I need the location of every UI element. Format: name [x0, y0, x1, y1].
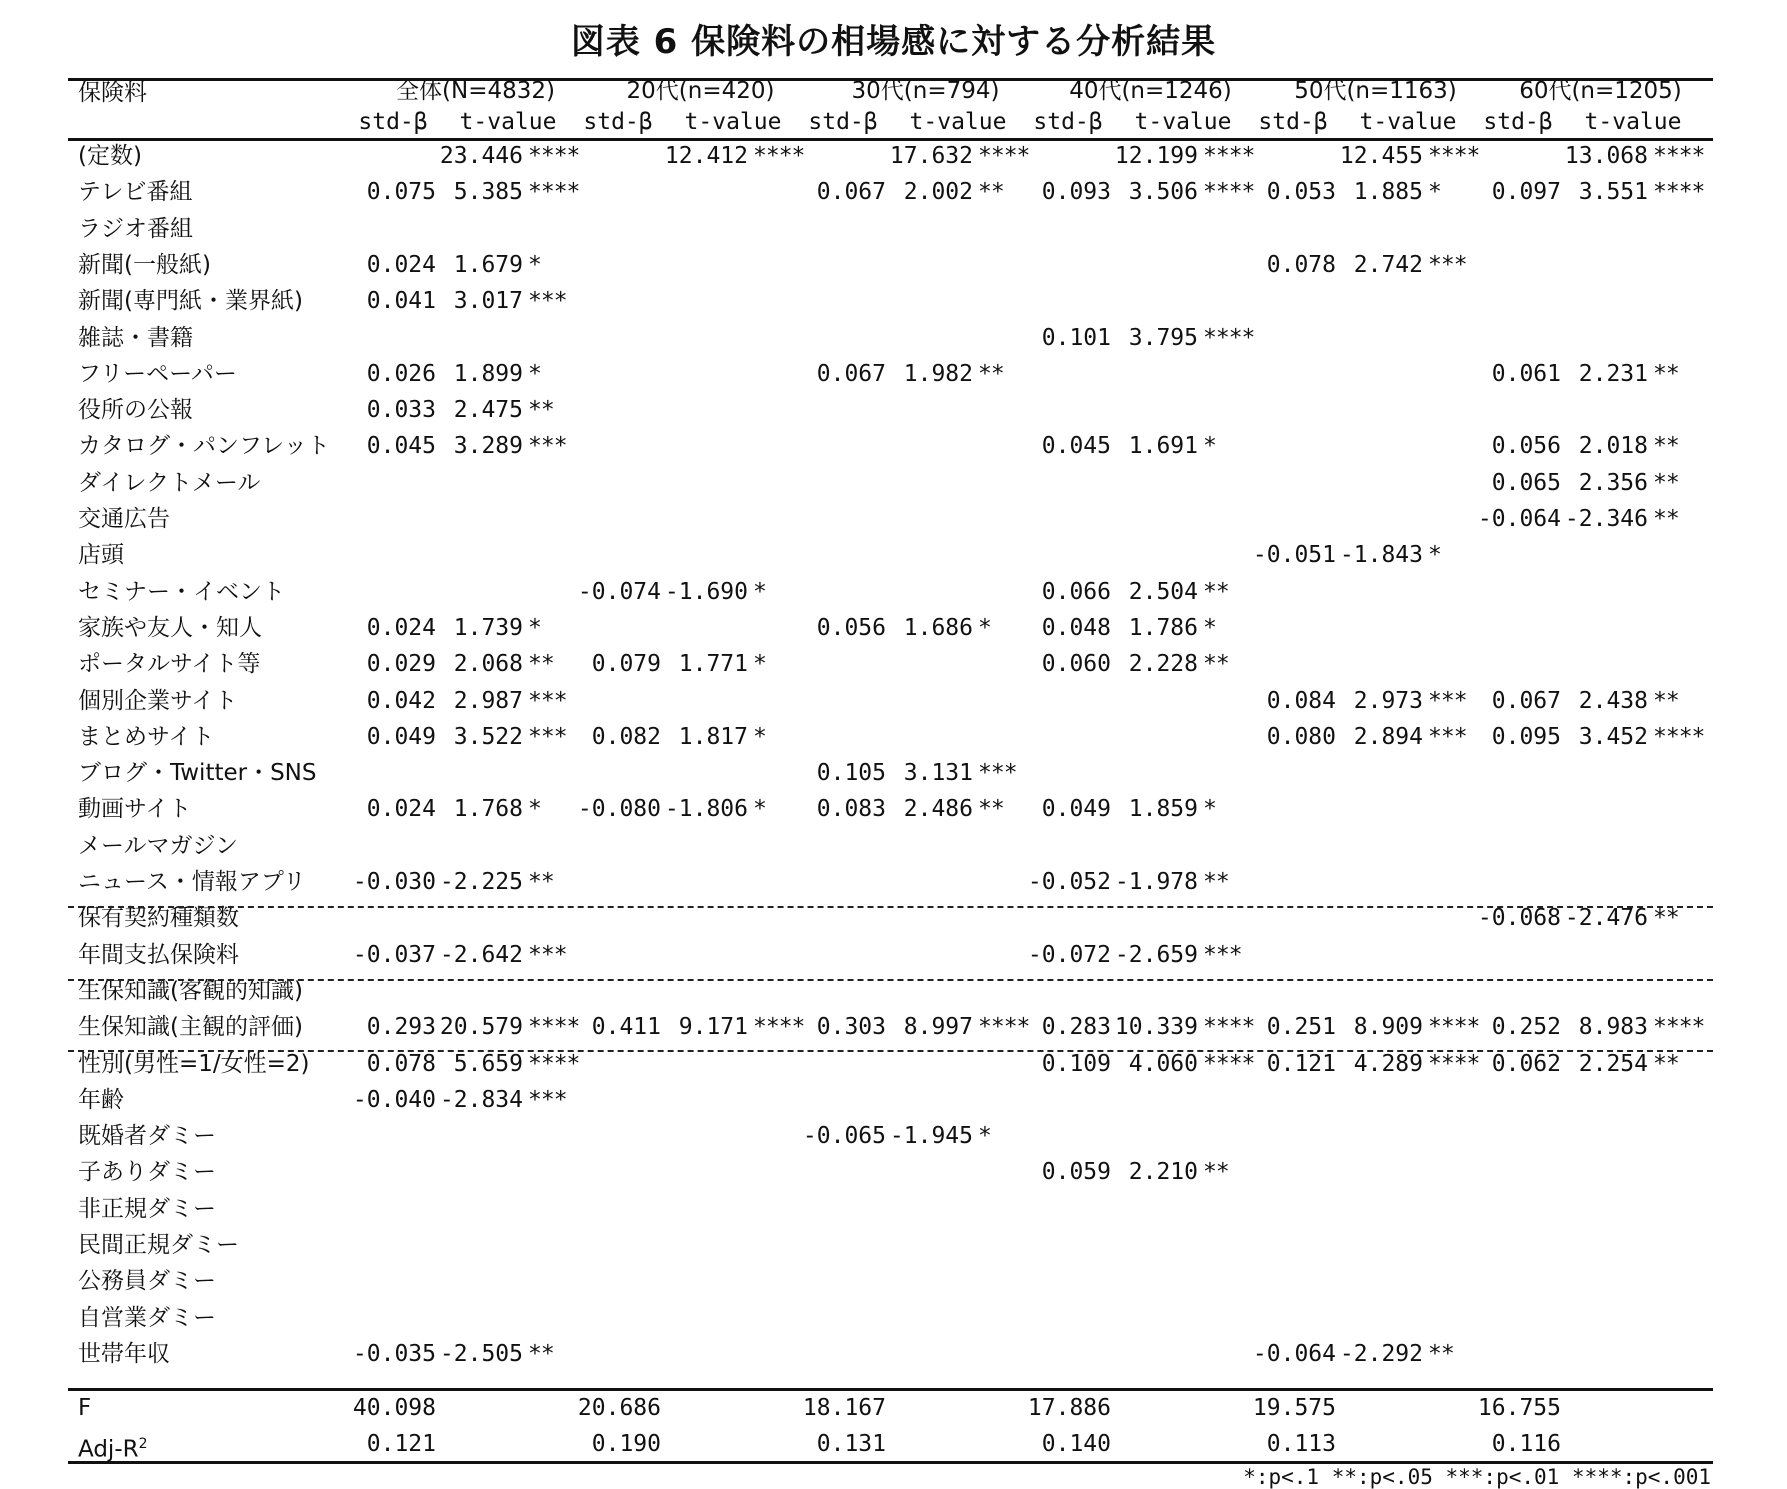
significance-stars: **** — [1653, 723, 1705, 750]
t-value-cell: 10.339 — [1114, 1014, 1198, 1041]
std-beta-cell: -0.035 — [352, 1340, 436, 1367]
t-value-cell: 2.068 — [453, 651, 523, 678]
std-beta-cell: 0.049 — [1041, 796, 1111, 823]
table-row — [0, 719, 1787, 755]
significance-stars: ** — [1203, 651, 1229, 678]
row-label: 公務員ダミー — [78, 1268, 216, 1295]
table-row — [0, 174, 1787, 210]
std-beta-cell: 0.082 — [591, 723, 661, 750]
t-value-cell: -2.225 — [439, 869, 523, 895]
group-header: 全体(N=4832) — [396, 78, 555, 104]
significance-stars: * — [528, 796, 541, 823]
beta-subheader: std-β — [358, 109, 428, 135]
std-beta-cell: 0.093 — [1041, 179, 1111, 206]
significance-stars: **** — [528, 1014, 580, 1041]
group-header: 40代(n=1246) — [1069, 78, 1232, 104]
row-header-label: 保険料 — [78, 80, 147, 106]
significance-stars: *** — [1428, 723, 1467, 750]
significance-stars: **** — [1653, 179, 1705, 206]
t-value-cell: 2.254 — [1578, 1050, 1648, 1077]
significance-stars: * — [528, 251, 541, 278]
significance-stars: *** — [528, 941, 567, 968]
t-value-cell: -2.834 — [439, 1086, 523, 1113]
std-beta-cell: 0.075 — [366, 179, 436, 206]
significance-stars: **** — [1428, 143, 1480, 169]
std-beta-cell: 0.045 — [366, 433, 436, 460]
t-value-cell: -1.978 — [1114, 869, 1198, 895]
table-row — [0, 1082, 1787, 1118]
table-title: 図表 6 保険料の相場感に対する分析結果 — [570, 22, 1217, 62]
std-beta-cell: 0.293 — [366, 1014, 436, 1041]
section-divider-2 — [68, 979, 1713, 981]
t-value-subheader: t-value — [684, 109, 782, 135]
row-label: 個別企業サイト — [78, 687, 238, 714]
std-beta-cell: 0.041 — [366, 288, 436, 315]
significance-stars: *** — [1203, 941, 1242, 968]
adj-r2-row — [0, 1426, 1787, 1462]
std-beta-cell: 0.067 — [1491, 687, 1561, 714]
std-beta-cell: -0.074 — [577, 578, 661, 605]
bottom-rule — [68, 1461, 1713, 1464]
t-value-cell: 3.131 — [903, 760, 973, 787]
t-value-cell: -2.346 — [1564, 506, 1648, 532]
significance-stars: ** — [1203, 578, 1229, 605]
adj-r2-value: 0.116 — [1491, 1431, 1561, 1457]
t-value-cell: -1.690 — [664, 578, 748, 605]
significance-stars: **** — [528, 143, 580, 169]
significance-stars: *** — [528, 1086, 567, 1113]
group-header: 20代(n=420) — [626, 78, 775, 104]
std-beta-cell: 0.065 — [1491, 469, 1561, 496]
significance-stars: * — [1203, 796, 1216, 823]
t-value-cell: 1.771 — [678, 651, 748, 678]
t-value-cell: 1.859 — [1128, 796, 1198, 823]
std-beta-cell: 0.061 — [1491, 360, 1561, 387]
significance-stars: *** — [528, 433, 567, 460]
table-row — [0, 1300, 1787, 1336]
table-row — [0, 320, 1787, 356]
std-beta-cell: 0.024 — [366, 796, 436, 823]
beta-subheader: std-β — [583, 109, 653, 135]
row-label: テレビ番組 — [78, 179, 193, 206]
std-beta-cell: -0.051 — [1252, 542, 1336, 569]
row-label: 動画サイト — [78, 796, 192, 823]
row-label: 民間正規ダミー — [78, 1232, 239, 1258]
significance-stars: ** — [978, 796, 1004, 823]
t-value-cell: 1.739 — [453, 614, 523, 641]
section-divider-3 — [68, 1050, 1713, 1052]
std-beta-cell: 0.033 — [366, 397, 436, 424]
table-row — [0, 1191, 1787, 1227]
table-row — [0, 610, 1787, 646]
significance-stars: *** — [528, 723, 567, 750]
t-value-cell: 2.504 — [1128, 578, 1198, 605]
t-value-cell: 3.551 — [1578, 179, 1648, 206]
t-value-cell: 17.632 — [889, 143, 973, 169]
f-label: F — [78, 1395, 92, 1421]
significance-stars: * — [753, 796, 766, 823]
significance-stars: ** — [1653, 506, 1679, 532]
significance-stars: * — [1203, 433, 1216, 460]
adj-r2-value: 0.121 — [366, 1431, 436, 1457]
std-beta-cell: 0.095 — [1491, 723, 1561, 750]
std-beta-cell: 0.026 — [366, 360, 436, 387]
group-header: 60代(n=1205) — [1519, 78, 1682, 104]
significance-stars: ** — [528, 869, 554, 895]
t-value-cell: 3.522 — [453, 723, 523, 750]
std-beta-cell: 0.083 — [816, 796, 886, 823]
row-label: 世帯年収 — [78, 1340, 170, 1367]
significance-stars: ** — [1653, 360, 1679, 387]
significance-stars: **** — [528, 1050, 580, 1077]
t-value-cell: 2.002 — [903, 179, 973, 206]
std-beta-cell: 0.080 — [1266, 723, 1336, 750]
significance-stars: ** — [1203, 1159, 1229, 1186]
beta-subheader: std-β — [1483, 109, 1553, 135]
t-value-cell: 4.060 — [1128, 1050, 1198, 1077]
significance-stars: **** — [1203, 324, 1255, 351]
std-beta-cell: 0.066 — [1041, 578, 1111, 605]
significance-stars: ** — [528, 651, 554, 678]
t-value-cell: -2.659 — [1114, 941, 1198, 968]
std-beta-cell: 0.084 — [1266, 687, 1336, 714]
t-value-cell: 12.199 — [1114, 143, 1198, 169]
significance-stars: * — [1428, 179, 1441, 206]
std-beta-cell: 0.303 — [816, 1014, 886, 1041]
significance-stars: * — [753, 578, 766, 605]
group-header: 30代(n=794) — [851, 78, 1000, 104]
significance-stars: * — [1428, 542, 1441, 569]
t-value-cell: 2.486 — [903, 796, 973, 823]
significance-stars: **** — [1203, 143, 1255, 169]
std-beta-cell: -0.030 — [352, 869, 436, 895]
adj-r2-superscript: 2 — [138, 1436, 148, 1452]
significance-stars: ** — [528, 1340, 554, 1367]
std-beta-cell: 0.078 — [1266, 251, 1336, 278]
significance-stars: ** — [1653, 905, 1679, 932]
row-label: 役所の公報 — [78, 397, 193, 424]
significance-stars: * — [528, 614, 541, 641]
std-beta-cell: 0.079 — [591, 651, 661, 678]
t-value-cell: 2.356 — [1578, 469, 1648, 496]
std-beta-cell: 0.024 — [366, 614, 436, 641]
t-value-cell: 2.018 — [1578, 433, 1648, 460]
significance-stars: * — [753, 651, 766, 678]
std-beta-cell: -0.052 — [1027, 869, 1111, 895]
row-label: 自営業ダミー — [78, 1304, 216, 1331]
t-value-cell: 2.475 — [453, 397, 523, 424]
std-beta-cell: 0.045 — [1041, 433, 1111, 460]
std-beta-cell: 0.062 — [1491, 1050, 1561, 1077]
row-label: 性別(男性=1/女性=2) — [78, 1050, 310, 1077]
row-label: 保有契約種類数 — [78, 905, 239, 932]
table-row — [0, 1227, 1787, 1263]
t-value-cell: 1.786 — [1128, 614, 1198, 641]
beta-subheader: std-β — [1258, 109, 1328, 135]
significance-stars: **** — [528, 179, 580, 206]
std-beta-cell: 0.059 — [1041, 1159, 1111, 1186]
t-value-cell: -1.806 — [664, 796, 748, 823]
significance-stars: *** — [1428, 687, 1467, 714]
std-beta-cell: 0.056 — [1491, 433, 1561, 460]
t-value-cell: 1.817 — [678, 723, 748, 750]
significance-stars: ** — [1653, 1050, 1679, 1077]
significance-stars: *** — [528, 288, 567, 315]
std-beta-cell: 0.078 — [366, 1050, 436, 1077]
std-beta-cell: -0.064 — [1252, 1340, 1336, 1367]
std-beta-cell: 0.024 — [366, 251, 436, 278]
t-value-cell: 1.691 — [1128, 433, 1198, 460]
row-label: カタログ・パンフレット — [78, 433, 330, 460]
t-value-cell: 2.894 — [1353, 723, 1423, 750]
significance-stars: ** — [1653, 687, 1679, 714]
table-row — [0, 791, 1787, 827]
f-value: 20.686 — [577, 1395, 661, 1421]
t-value-cell: 3.289 — [453, 433, 523, 460]
table-row — [0, 1009, 1787, 1045]
t-value-cell: 3.017 — [453, 288, 523, 315]
table-row — [0, 537, 1787, 573]
significance-stars: **** — [1653, 143, 1705, 169]
t-value-cell: 23.446 — [439, 143, 523, 169]
significance-stars: *** — [978, 760, 1017, 787]
t-value-cell: 2.438 — [1578, 687, 1648, 714]
t-value-cell: 2.973 — [1353, 687, 1423, 714]
std-beta-cell: -0.040 — [352, 1086, 436, 1113]
t-value-cell: 2.742 — [1353, 251, 1423, 278]
std-beta-cell: 0.101 — [1041, 324, 1111, 351]
std-beta-cell: 0.067 — [816, 179, 886, 206]
std-beta-cell: 0.105 — [816, 760, 886, 787]
significance-stars: **** — [1653, 1014, 1705, 1041]
table-row — [0, 1118, 1787, 1154]
table-row — [0, 1263, 1787, 1299]
std-beta-cell: 0.283 — [1041, 1014, 1111, 1041]
row-label: 交通広告 — [78, 506, 170, 532]
t-value-cell: 2.987 — [453, 687, 523, 714]
t-value-cell: -2.292 — [1339, 1340, 1423, 1367]
significance-stars: ** — [978, 360, 1004, 387]
std-beta-cell: 0.097 — [1491, 179, 1561, 206]
f-value: 40.098 — [352, 1395, 436, 1421]
significance-stars: *** — [528, 687, 567, 714]
table-row — [0, 864, 1787, 900]
t-value-cell: 9.171 — [678, 1014, 748, 1041]
std-beta-cell: 0.067 — [816, 360, 886, 387]
significance-stars: **** — [753, 143, 805, 169]
t-value-cell: -2.476 — [1564, 905, 1648, 932]
table-row — [0, 828, 1787, 864]
significance-stars: **** — [753, 1014, 805, 1041]
row-label: ラジオ番組 — [78, 215, 193, 242]
row-label: ダイレクトメール — [78, 469, 261, 496]
row-label: ブログ・Twitter・SNS — [78, 760, 317, 787]
std-beta-cell: 0.048 — [1041, 614, 1111, 641]
significance-stars: * — [978, 1123, 991, 1150]
std-beta-cell: 0.042 — [366, 687, 436, 714]
significance-stars: **** — [1203, 1014, 1255, 1041]
std-beta-cell: 0.056 — [816, 614, 886, 641]
t-value-cell: 1.899 — [453, 360, 523, 387]
std-beta-cell: 0.029 — [366, 651, 436, 678]
adj-r2-value: 0.113 — [1266, 1431, 1336, 1457]
row-label: 年齢 — [78, 1086, 124, 1113]
t-value-cell: 5.659 — [453, 1050, 523, 1077]
table-row — [0, 1336, 1787, 1372]
significance-stars: ** — [528, 397, 554, 424]
significance-stars: **** — [1203, 1050, 1255, 1077]
row-label: 雑誌・書籍 — [78, 324, 193, 351]
f-value: 18.167 — [802, 1395, 886, 1421]
std-beta-cell: 0.251 — [1266, 1014, 1336, 1041]
significance-stars: * — [528, 360, 541, 387]
std-beta-cell: -0.080 — [577, 796, 661, 823]
row-label: メールマガジン — [78, 832, 238, 859]
std-beta-cell: 0.252 — [1491, 1014, 1561, 1041]
t-value-subheader: t-value — [1134, 109, 1232, 135]
t-value-cell: 2.231 — [1578, 360, 1648, 387]
row-label: 生保知識(客観的知識) — [78, 977, 303, 1004]
significance-stars: ** — [1203, 869, 1229, 895]
significance-stars: **** — [1428, 1050, 1480, 1077]
f-stat-row — [0, 1390, 1787, 1426]
t-value-cell: 1.982 — [903, 360, 973, 387]
table-row — [0, 465, 1787, 501]
table-row — [0, 428, 1787, 464]
table-row — [0, 755, 1787, 791]
table-row — [0, 646, 1787, 682]
t-value-cell: 12.455 — [1339, 143, 1423, 169]
std-beta-cell: 0.053 — [1266, 179, 1336, 206]
group-header: 50代(n=1163) — [1294, 78, 1457, 104]
t-value-cell: 3.795 — [1128, 324, 1198, 351]
f-value: 19.575 — [1252, 1395, 1336, 1421]
row-label: ポータルサイト等 — [78, 651, 261, 678]
t-value-cell: 8.909 — [1353, 1014, 1423, 1041]
t-value-cell: -2.642 — [439, 941, 523, 968]
std-beta-cell: 0.060 — [1041, 651, 1111, 678]
table-row — [0, 392, 1787, 428]
std-beta-cell: -0.064 — [1477, 506, 1561, 532]
adj-r2-label — [78, 1426, 148, 1462]
significance-stars: ** — [1428, 1340, 1454, 1367]
table-row — [0, 937, 1787, 973]
t-value-cell: 8.997 — [903, 1014, 973, 1041]
adj-r2-value: 0.140 — [1041, 1431, 1111, 1457]
t-value-cell: -1.945 — [889, 1123, 973, 1150]
table-row — [0, 283, 1787, 319]
beta-subheader: std-β — [808, 109, 878, 135]
t-value-cell: -1.843 — [1339, 542, 1423, 569]
f-value: 17.886 — [1027, 1395, 1111, 1421]
std-beta-cell: -0.068 — [1477, 905, 1561, 932]
t-value-cell: 1.679 — [453, 251, 523, 278]
significance-stars: **** — [978, 1014, 1030, 1041]
significance-stars: * — [978, 614, 991, 641]
row-label: 生保知識(主観的評価) — [78, 1014, 303, 1041]
std-beta-cell: -0.037 — [352, 941, 436, 968]
row-label: (定数) — [78, 143, 142, 169]
std-beta-cell: 0.411 — [591, 1014, 661, 1041]
std-beta-cell: -0.065 — [802, 1123, 886, 1150]
t-value-cell: 12.412 — [664, 143, 748, 169]
section-divider-1 — [68, 906, 1713, 908]
t-value-cell: 5.385 — [453, 179, 523, 206]
row-label: 家族や友人・知人 — [78, 614, 262, 641]
row-label: 新聞(専門紙・業界紙) — [78, 288, 303, 315]
significance-stars: * — [753, 723, 766, 750]
t-value-cell: 8.983 — [1578, 1014, 1648, 1041]
std-beta-cell: 0.121 — [1266, 1050, 1336, 1077]
t-value-cell: 3.452 — [1578, 723, 1648, 750]
row-label: フリーペーパー — [78, 360, 237, 387]
significance-stars: **** — [978, 143, 1030, 169]
adj-r2-value: 0.131 — [816, 1431, 886, 1457]
significance-stars: ** — [1653, 433, 1679, 460]
t-value-subheader: t-value — [459, 109, 557, 135]
t-value-cell: 1.686 — [903, 614, 973, 641]
row-label: 店頭 — [78, 542, 124, 569]
significance-stars: **** — [1428, 1014, 1480, 1041]
t-value-cell: 13.068 — [1564, 143, 1648, 169]
f-value: 16.755 — [1477, 1395, 1561, 1421]
significance-stars: **** — [1203, 179, 1255, 206]
table-row — [0, 574, 1787, 610]
row-label: ニュース・情報アプリ — [78, 869, 306, 895]
table-row — [0, 683, 1787, 719]
significance-footnote: *:p<.1 **:p<.05 ***:p<.01 ****:p<.001 — [1243, 1465, 1711, 1489]
row-label: 非正規ダミー — [78, 1195, 216, 1222]
t-value-cell: 3.506 — [1128, 179, 1198, 206]
beta-subheader: std-β — [1033, 109, 1103, 135]
table-row — [0, 247, 1787, 283]
table-row — [0, 501, 1787, 537]
t-value-subheader: t-value — [1584, 109, 1682, 135]
table-row — [0, 1154, 1787, 1190]
t-value-cell: 2.228 — [1128, 651, 1198, 678]
t-value-subheader: t-value — [1359, 109, 1457, 135]
t-value-cell: -2.505 — [439, 1340, 523, 1367]
significance-stars: ** — [1653, 469, 1679, 496]
std-beta-cell: 0.109 — [1041, 1050, 1111, 1077]
table-row — [0, 138, 1787, 174]
significance-stars: ** — [978, 179, 1004, 206]
row-label: 既婚者ダミー — [78, 1123, 216, 1150]
significance-stars: * — [1203, 614, 1216, 641]
significance-stars: *** — [1428, 251, 1467, 278]
table-row — [0, 211, 1787, 247]
row-label: セミナー・イベント — [78, 578, 285, 605]
row-label: 新聞(一般紙) — [78, 251, 211, 278]
adj-r2-text: Adj-R — [78, 1436, 139, 1463]
t-value-cell: 1.885 — [1353, 179, 1423, 206]
row-label: まとめサイト — [78, 723, 215, 750]
t-value-cell: 2.210 — [1128, 1159, 1198, 1186]
std-beta-cell: 0.049 — [366, 723, 436, 750]
row-label: 子ありダミー — [78, 1159, 216, 1186]
t-value-cell: 4.289 — [1353, 1050, 1423, 1077]
t-value-subheader: t-value — [909, 109, 1007, 135]
table-row — [0, 356, 1787, 392]
t-value-cell: 1.768 — [453, 796, 523, 823]
t-value-cell: 20.579 — [439, 1014, 523, 1041]
adj-r2-value: 0.190 — [591, 1431, 661, 1457]
row-label: 年間支払保険料 — [78, 941, 239, 968]
std-beta-cell: -0.072 — [1027, 941, 1111, 968]
